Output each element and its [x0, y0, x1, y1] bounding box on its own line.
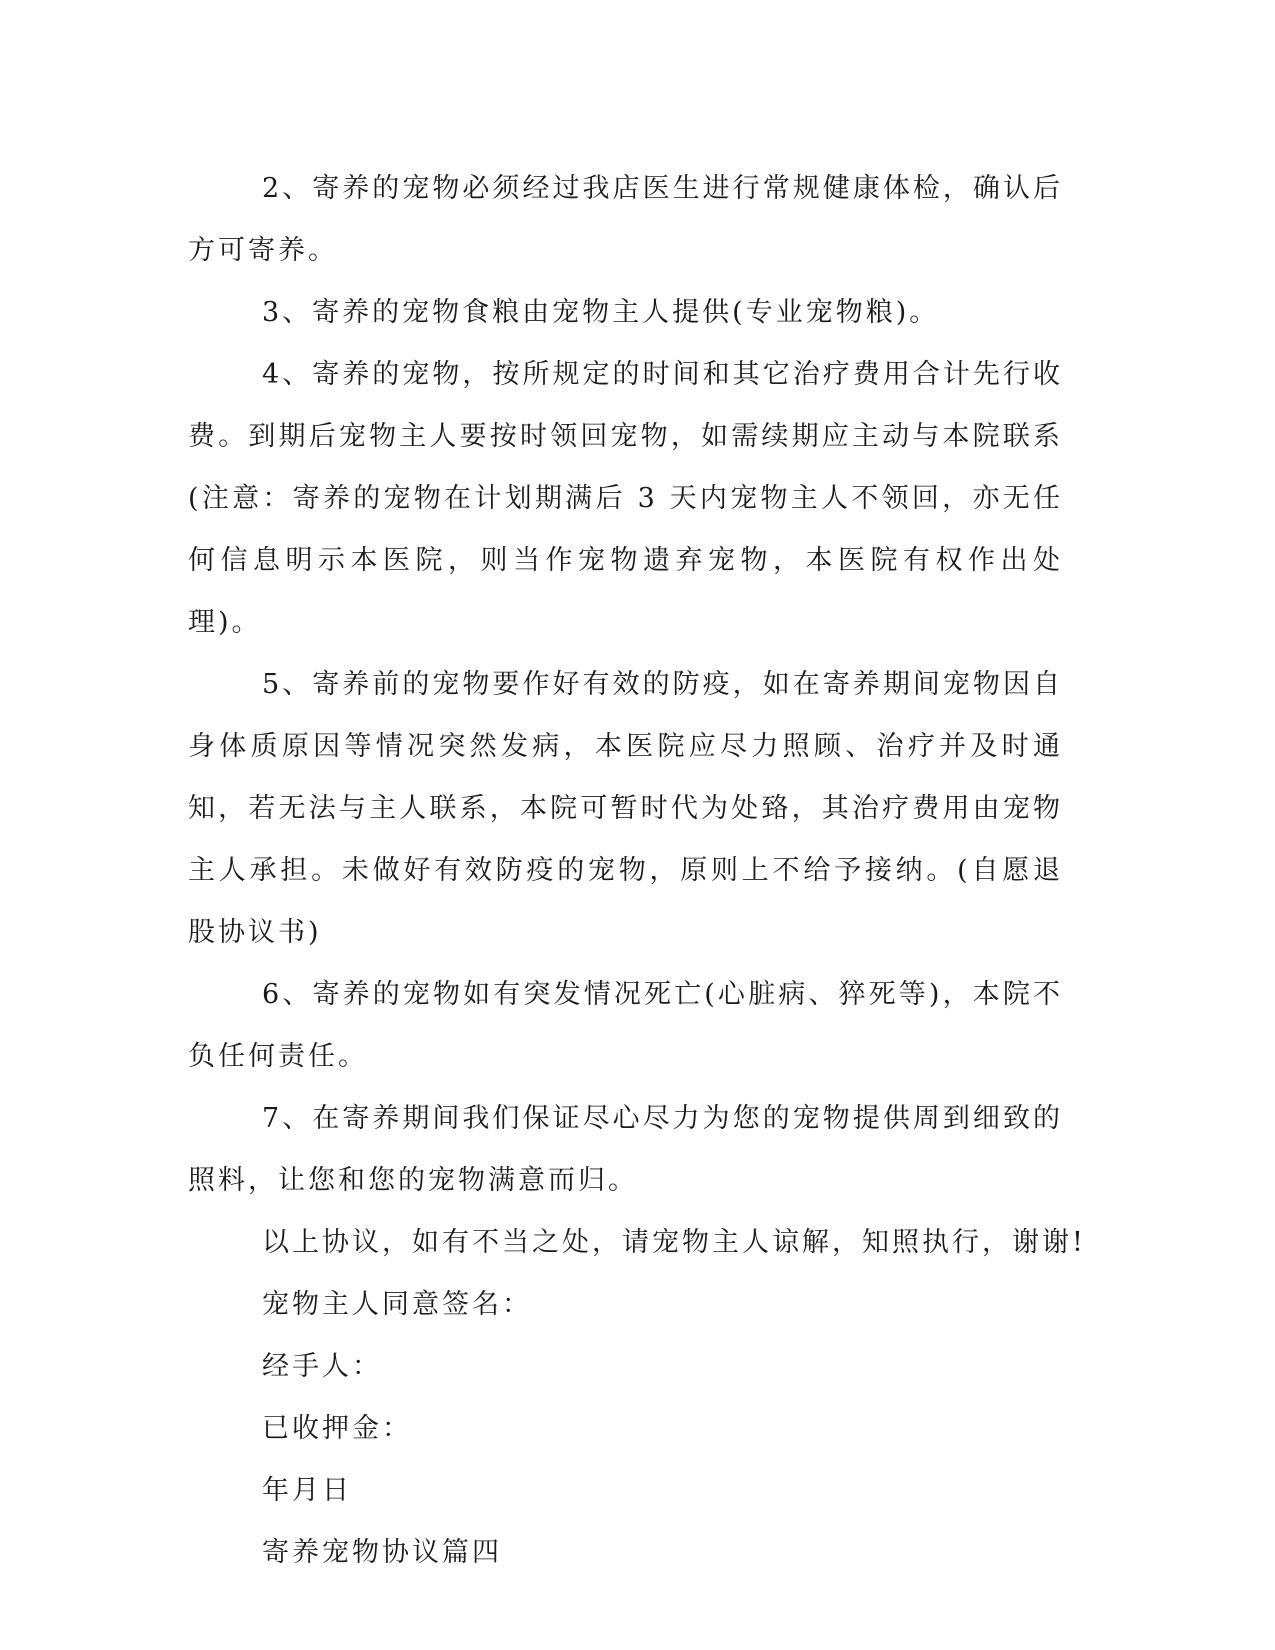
document-body	[188, 158, 1086, 1584]
clause-7: 7、在寄养期间我们保证尽心尽力为您的宠物提供周到细致的照料，让您和您的宠物满意而归。	[188, 1103, 1063, 1196]
clause-3: 3、寄养的宠物食粮由宠物主人提供(专业宠物粮)。	[262, 297, 940, 328]
clause-5: 5、寄养前的宠物要作好有效的防疫，如在寄养期间宠物因自身体质原因等情况突然发病，本医院应尽力照顾、治疗并及时通知，若无法与主人联系，本院可暂时代为处臵，其治疗费用由宠物主人承担。未做好有效防疫的宠物，原则上不给予接纳。(自愿退股协议书)	[188, 669, 1063, 948]
date-label: 年月日	[262, 1475, 352, 1506]
owner-signature-label: 宠物主人同意签名：	[262, 1289, 532, 1320]
deposit-label: 已收押金：	[262, 1413, 412, 1444]
section-heading: 寄养宠物协议篇四	[262, 1537, 502, 1568]
closing-statement: 以上协议，如有不当之处，请宠物主人谅解，知照执行，谢谢!	[262, 1227, 1086, 1258]
clause-4: 4、寄养的宠物，按所规定的时间和其它治疗费用合计先行收费。到期后宠物主人要按时领回宠物，如需续期应主动与本院联系(注意：寄养的宠物在计划期满后 3 天内宠物主人不领回，亦无任何信息明示本医院，则当作宠物遗弃宠物，本医院有权作出处理)。	[188, 359, 1063, 638]
clause-2: 2、寄养的宠物必须经过我店医生进行常规健康体检，确认后方可寄养。	[188, 173, 1063, 266]
handler-label: 经手人：	[262, 1351, 382, 1382]
clause-6: 6、寄养的宠物如有突发情况死亡(心脏病、猝死等)，本院不负任何责任。	[188, 979, 1063, 1072]
